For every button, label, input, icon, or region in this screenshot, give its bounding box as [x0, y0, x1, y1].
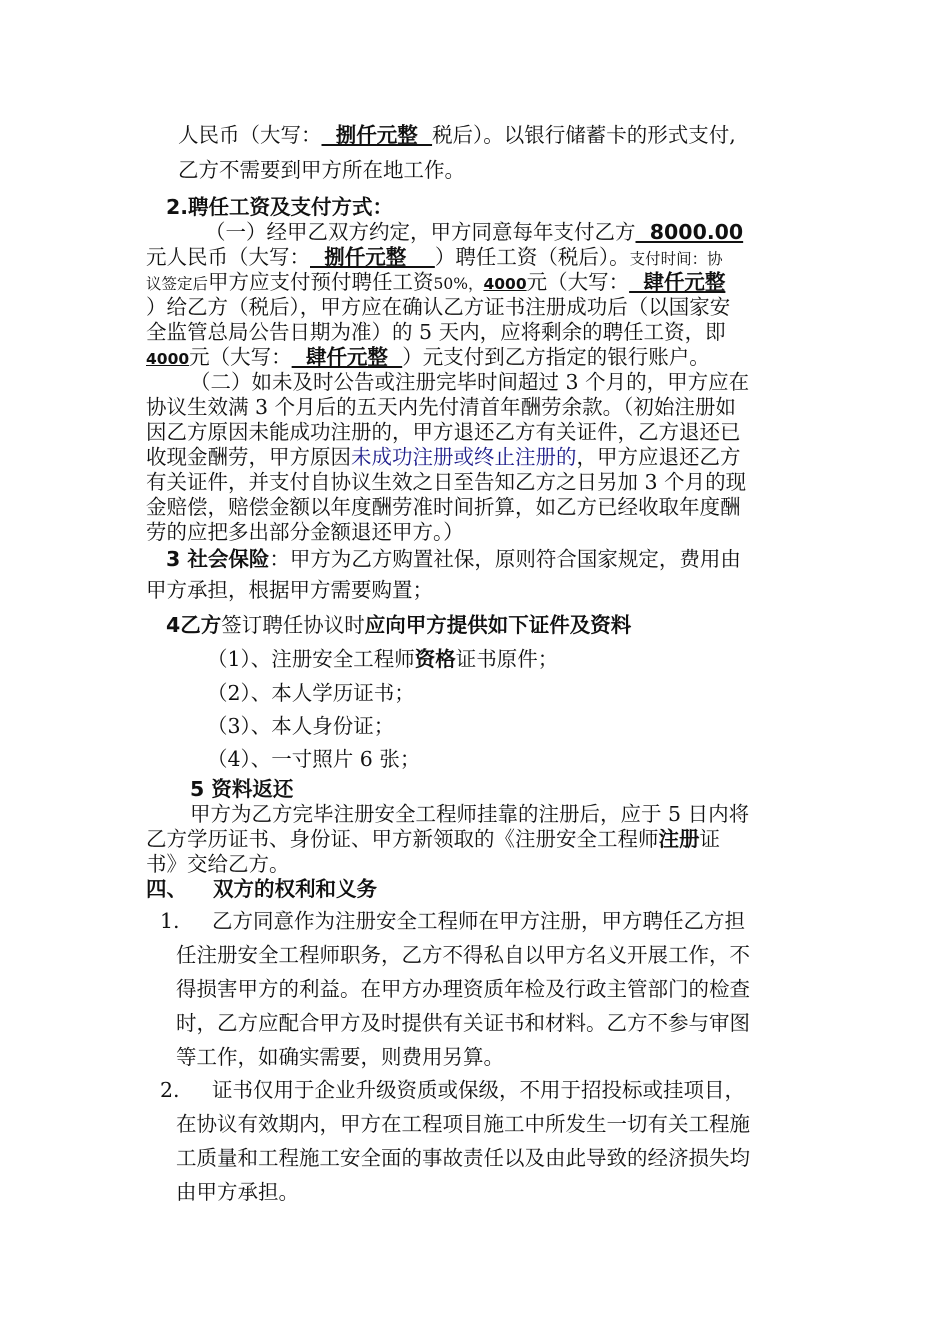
text: 税后）。以银行储蓄卡的形式支付, [432, 123, 736, 147]
paragraph-line: 甲方为乙方完毕注册安全工程师挂靠的注册后，应于 5 日内将 [190, 802, 750, 826]
paragraph-line: 全监管总局公告日期为准）的 5 天内，应将剩余的聘任工资，即 [146, 320, 726, 344]
social-insurance-line-1 [166, 546, 741, 572]
text: ：甲方为乙方购置社保，原则符合国家规定，费用由 [269, 547, 741, 571]
list-item: （4）、一寸照片 6 张； [207, 747, 421, 771]
section-heading-return: 5 资料返还 [190, 777, 294, 801]
salary-line-10 [146, 444, 741, 470]
paragraph-line: 因乙方原因未能成功注册的，甲方退还乙方有关证件，乙方退还已 [146, 420, 741, 444]
list-item: （3）、本人身份证； [207, 714, 395, 738]
list-number: 2. [160, 1078, 180, 1102]
paragraph-line: 在协议有效期内，甲方在工程项目施工中所发生一切有关工程施 [176, 1112, 750, 1136]
paragraph-line: 金赔偿，赔偿金额以年度酬劳准时间折算，如乙方已经收取年度酬 [146, 495, 741, 519]
text: ）聘任工资（税后）。 [434, 245, 630, 269]
text: 签订聘任协议时 [221, 613, 365, 637]
text: 注册 [658, 827, 700, 851]
annual-salary-amount: 8000.00 [635, 220, 744, 244]
text: ，甲方应退还乙方 [576, 445, 741, 469]
paragraph-line: 时，乙方应配合甲方及时提供有关证书和材料。乙方不参与审图 [176, 1011, 750, 1035]
amount-capital: 捌仟元整 [321, 123, 433, 147]
rights-item-1-line-1 [160, 908, 745, 934]
text: 人民币（大写： [178, 123, 322, 147]
text: 甲方应支付预付聘任工资 [208, 270, 434, 294]
text: 证书原件； [455, 647, 559, 671]
paragraph-line: 书》交给乙方。 [146, 852, 290, 876]
paragraph-line: ）给乙方（税后），甲方应在确认乙方证书注册成功后（以国家安 [146, 295, 731, 319]
text: 资格 [414, 647, 456, 671]
list-number: 1. [160, 909, 180, 933]
text: （1）、注册安全工程师 [207, 647, 415, 671]
paragraph-line: 任注册安全工程师职务，乙方不得私自以甲方名义开展工作，不 [176, 943, 750, 967]
section-heading-salary: 2.聘任工资及支付方式： [166, 195, 394, 219]
text: ）元支付到乙方指定的银行账户。 [402, 345, 710, 369]
salary-line-6 [146, 344, 710, 372]
salary-line-3 [146, 269, 725, 297]
text: 4 [166, 613, 181, 637]
paragraph-line: 乙方不需要到甲方所在地工作。 [178, 158, 465, 182]
list-item [207, 646, 558, 672]
paragraph-line: 等工作，如确实需要，则费用另算。 [176, 1045, 504, 1069]
paragraph-line: 工质量和工程施工安全面的事故责任以及由此导致的经济损失均 [176, 1146, 750, 1170]
text: 收现金酬劳，甲方原因 [146, 445, 351, 469]
remaining-capital: 肆仟元整 [291, 345, 403, 369]
text: 支付时间：协 [629, 250, 723, 268]
text: 乙方 [180, 613, 222, 637]
text: 元（大写： [189, 345, 292, 369]
text: （一）经甲乙双方约定，甲方同意每年支付乙方 [205, 220, 636, 244]
paragraph-line: 协议生效满 3 个月后的五天内先付清首年酬劳余款。（初始注册如 [146, 395, 736, 419]
payment-method-line [178, 122, 736, 148]
section-heading-insurance: 3 社会保险 [166, 547, 270, 571]
paragraph-line: 由甲方承担。 [176, 1180, 299, 1204]
text: 四、 [146, 877, 187, 901]
text: 双方的权利和义务 [213, 877, 377, 901]
salary-line-2 [146, 244, 723, 272]
text: 应向甲方提供如下证件及资料 [364, 613, 632, 637]
list-item: （2）、本人学历证书； [207, 681, 415, 705]
text: 证书仅用于企业升级资质或保级，不用于招投标或挂项目， [212, 1078, 745, 1102]
text: 元人民币（大写： [146, 245, 310, 269]
section-heading-rights [146, 876, 377, 902]
section-heading-documents [166, 612, 631, 638]
text: 乙方学历证书、身份证、甲方新领取的《注册安全工程师 [146, 827, 659, 851]
highlighted-text: 未成功注册或终止注册的 [351, 445, 577, 469]
text: 乙方同意作为注册安全工程师在甲方注册，甲方聘任乙方担 [212, 909, 745, 933]
salary-line-1 [205, 219, 743, 245]
paragraph-line: 有关证件，并支付自协议生效之日至告知乙方之日另加 3 个月的现 [146, 470, 747, 494]
paragraph-line: 劳的应把多出部分金额退还甲方。） [146, 520, 464, 544]
prepay-amount: 4000 [483, 275, 527, 293]
text: 50%， [433, 275, 484, 293]
prepay-capital: 肆仟元整 [629, 270, 726, 294]
paragraph-line: （二）如未及时公告或注册完毕时间超过 3 个月的，甲方应在 [190, 370, 750, 394]
rights-item-2-line-1 [160, 1077, 745, 1103]
text: 议签定后 [146, 275, 209, 293]
remaining-amount: 4000 [146, 350, 190, 368]
salary-capital: 捌仟元整 [310, 245, 435, 269]
return-line-2 [146, 826, 720, 852]
text: 证 [699, 827, 720, 851]
paragraph-line: 甲方承担，根据甲方需要购置； [146, 578, 433, 602]
paragraph-line: 得损害甲方的利益。在甲方办理资质年检及行政主管部门的检查 [176, 977, 750, 1001]
text: 元（大写： [526, 270, 630, 294]
